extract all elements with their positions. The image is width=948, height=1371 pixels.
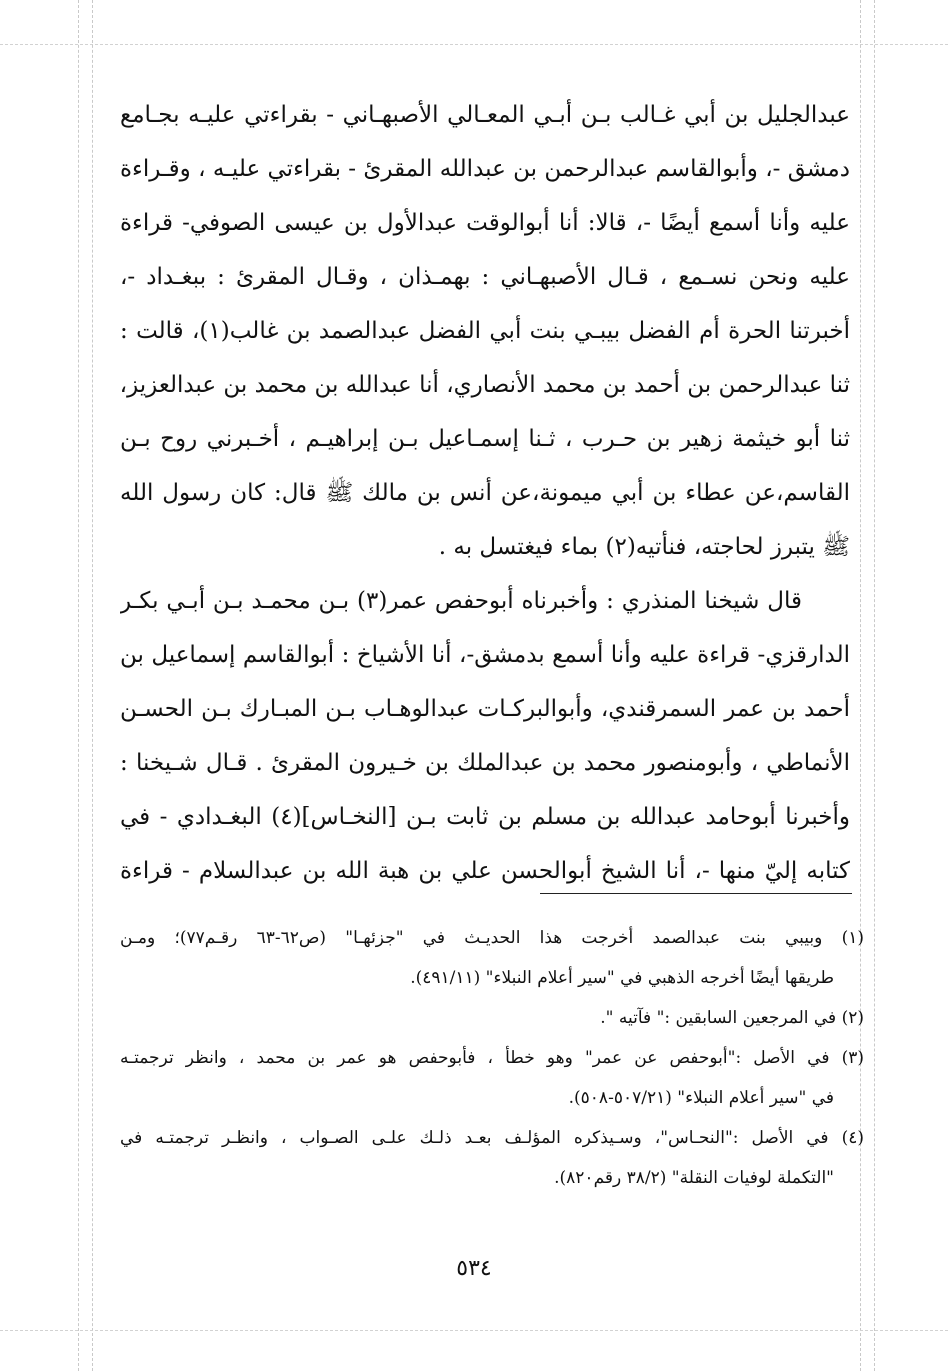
footnote-line: في "سير أعلام النبلاء" (٥٠٧/٢١-٥٠٨). bbox=[568, 1088, 834, 1108]
text-line: عليه ونحن نسـمع ، قـال الأصبهـاني : بهمـذان ، وقـال المقرئ : ببغـداد -، bbox=[120, 264, 850, 290]
footnote-line: طريقها أيضًا أخرجه الذهبي في "سير أعلام النبلاء" (٤٩١/١١). bbox=[410, 968, 834, 988]
main-text-block bbox=[120, 88, 850, 898]
text-line: أخبرتنا الحرة أم الفضل بيبـي بنت أبي الفضل عبدالصمد بن غالب(١)، قالت : bbox=[120, 318, 850, 344]
text-line: أحمد بن عمر السمرقندي، وأبوالبركـات عبدالوهـاب بـن المبـارك بـن الحسـن bbox=[120, 696, 850, 722]
scan-artifact bbox=[0, 44, 948, 45]
footnotes bbox=[120, 918, 864, 1198]
scan-artifact bbox=[92, 0, 93, 1371]
scan-artifact bbox=[0, 1330, 948, 1331]
text-line: القاسم،عن عطاء بن أبي ميمونة،عن أنس بن مالك ﷺ قال: كان رسول الله bbox=[120, 480, 850, 506]
footnote-line: (٢) في المرجعين السابقين :" فآتيه ". bbox=[600, 1008, 864, 1028]
text-line: ثنا عبدالرحمن بن أحمد بن محمد الأنصاري، أنا عبدالله بن محمد بن عبدالعزيز، bbox=[120, 372, 850, 398]
text-line: عليه وأنا أسمع أيضًا -، قالا: أنا أبوالوقت عبدالأول بن عيسى الصوفي- قراءة bbox=[120, 210, 850, 236]
page-number: ٥٣٤ bbox=[456, 1256, 492, 1281]
footnote-divider bbox=[540, 893, 852, 894]
text-line: ثنا أبو خيثمة زهير بن حـرب ، ثـنا إسمـاعيل بـن إبراهيـم ، أخـبرني روح بـن bbox=[120, 426, 850, 452]
text-line: ﷺ يتبرز لحاجته، فنأتيه(٢) بماء فيغتسل به . bbox=[438, 534, 850, 560]
text-line: دمشق -، وأبوالقاسم عبدالرحمن بن عبدالله المقرئ - بقراءتي عليـه ، وقـراءة bbox=[120, 156, 850, 182]
scan-artifact bbox=[78, 0, 79, 1371]
scan-artifact bbox=[874, 0, 875, 1371]
text-line: كتابه إليّ منها -، أنا الشيخ أبوالحسن علي بن هبة الله بن عبدالسلام - قراءة bbox=[120, 858, 850, 884]
text-line: وأخبرنا أبوحامد عبدالله بن مسلم بن ثابت بـن [النخـاس](٤) البغـدادي - في bbox=[120, 804, 850, 830]
text-line: عبدالجليل بن أبي غـالب بـن أبـي المعـالي الأصبهـاني - بقراءتي عليـه بجـامع bbox=[120, 102, 850, 128]
footnote-line: "التكملة لوفيات النقلة" (٣٨/٢ رقم٨٢٠). bbox=[554, 1168, 834, 1188]
footnote-line: (١) وبيبي بنت عبدالصمد أخرجت هذا الحديـث في "جزئهـا" (ص٦٢-٦٣ رقـم٧٧)؛ ومـن bbox=[120, 928, 864, 948]
text-line: قال شيخنا المنذري : وأخبرناه أبوحفص عمر(٣) بـن محمـد بـن أبـي بكـر bbox=[120, 588, 802, 614]
text-line: الدارقزي- قراءة عليه وأنا أسمع بدمشق-، أنا الأشياخ : أبوالقاسم إسماعيل بن bbox=[120, 642, 850, 668]
footnote-line: (٤) في الأصل :"النحـاس"، وسـيذكره المؤلـف بعـد ذلـك علـى الصـواب ، وانظـر ترجمتـه في bbox=[120, 1128, 864, 1148]
main-text bbox=[120, 88, 850, 898]
text-line: الأنماطي ، وأبومنصور محمد بن عبدالملك بن خـيرون المقرئ . قـال شـيخنا : bbox=[120, 750, 850, 776]
footnote-line: (٣) في الأصل :"أبوحفص عن عمر" وهو خطأ ، فأبوحفص هو عمر بن محمد ، وانظر ترجمتـه bbox=[120, 1048, 864, 1068]
